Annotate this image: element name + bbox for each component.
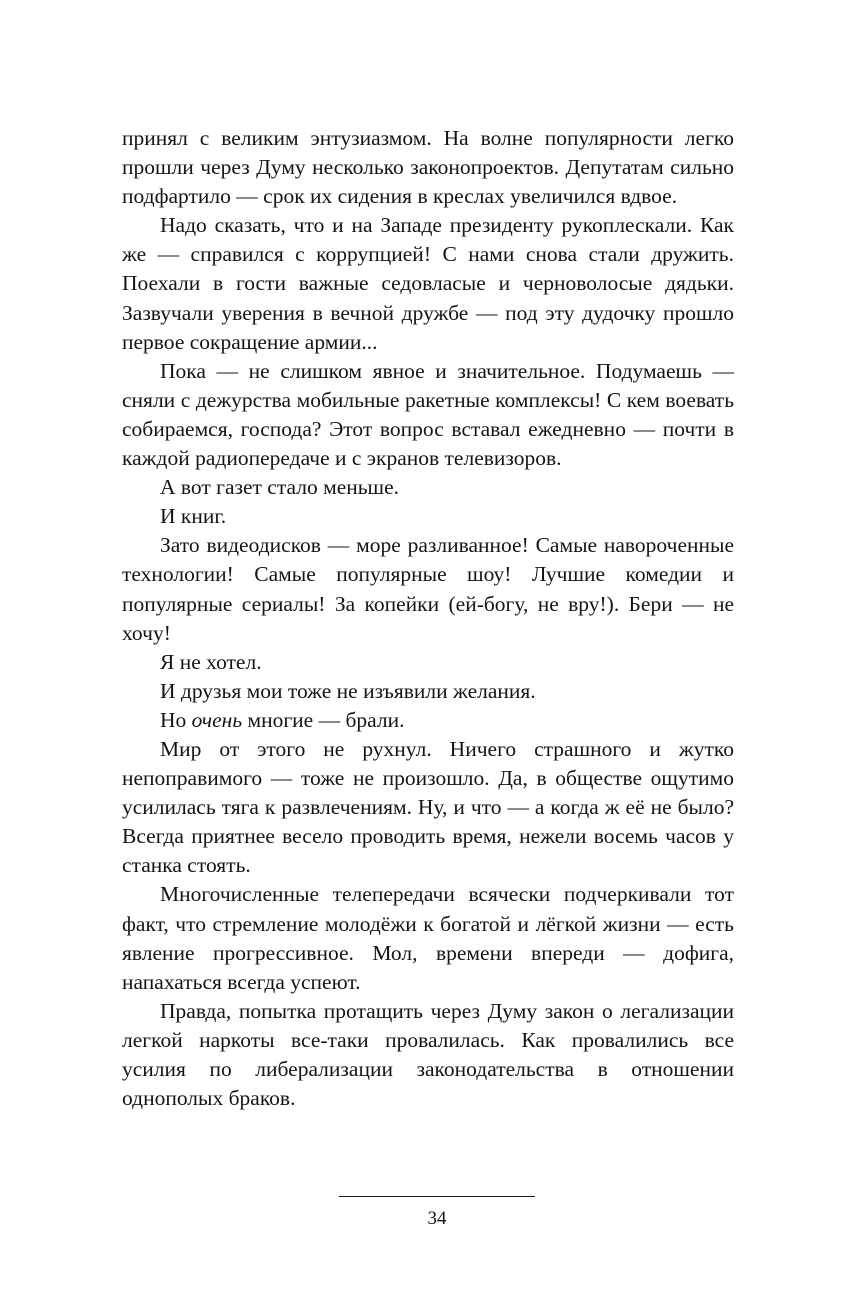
page-body (122, 124, 734, 1113)
emphasized-word: очень (191, 707, 243, 732)
paragraph: Надо сказать, что и на Западе президенту рукоплескали. Как же — справился с коррупцией! С нами снова стали дружить. Поехали в гости важные седовласые и черноволосые дядьки. Зазвучали уверения в вечной дружбе — под эту дудочку прошло первое сокращение армии... (122, 213, 734, 354)
paragraph: И книг. (160, 504, 227, 529)
text-run: многие — брали. (242, 707, 405, 732)
page-number: 34 (427, 1208, 447, 1229)
paragraph-continued: принял с великим энтузиазмом. На волне популярности легко прошли через Думу несколько законопроектов. Депутатам сильно подфартило — срок их сидения в креслах увеличился вдвое. (122, 126, 734, 209)
paragraph: Зато видеодисков — море разливанное! Самые навороченные технологии! Самые популярные шоу! Лучшие комедии и популярные сериалы! За копейки (ей-богу, не вру!). Бери — не хочу! (122, 533, 734, 645)
paragraph-with-emphasis (122, 706, 734, 735)
paragraph: И друзья мои тоже не изъявили желания. (160, 678, 536, 703)
paragraph: Пока — не слишком явное и значительное. Подумаешь — сняли с дежурства мобильные ракетные комплексы! С кем воевать собираемся, господа? Этот вопрос вставал ежедневно — почти в каждой радиопередаче и с экранов телевизоров. (122, 358, 734, 471)
text-run: Но (160, 707, 192, 732)
paragraph: Я не хотел. (160, 649, 262, 674)
footer-rule (339, 1196, 535, 1197)
paragraph: Многочисленные телепередачи всячески подчеркивали тот факт, что стремление молодёжи к богатой и лёгкой жизни — есть явление прогрессивное. Мол, времени впереди — дофига, напахаться всегда успеют. (122, 882, 734, 994)
paragraph: А вот газет стало меньше. (160, 475, 400, 500)
paragraph: Правда, попытка протащить через Думу закон о легализации легкой наркоты все-таки провалилась. Как провалились все усилия по либерализации законодательства в отношении однополых браков. (122, 998, 734, 1111)
paragraph: Мир от этого не рухнул. Ничего страшного и жутко непоправимого — тоже не произошло. Да, в обществе ощутимо усилилась тяга к развлечениям. Ну, и что — а когда ж её не было? Всегда приятнее весело проводить время, нежели восемь часов у станка стоять. (122, 736, 734, 878)
